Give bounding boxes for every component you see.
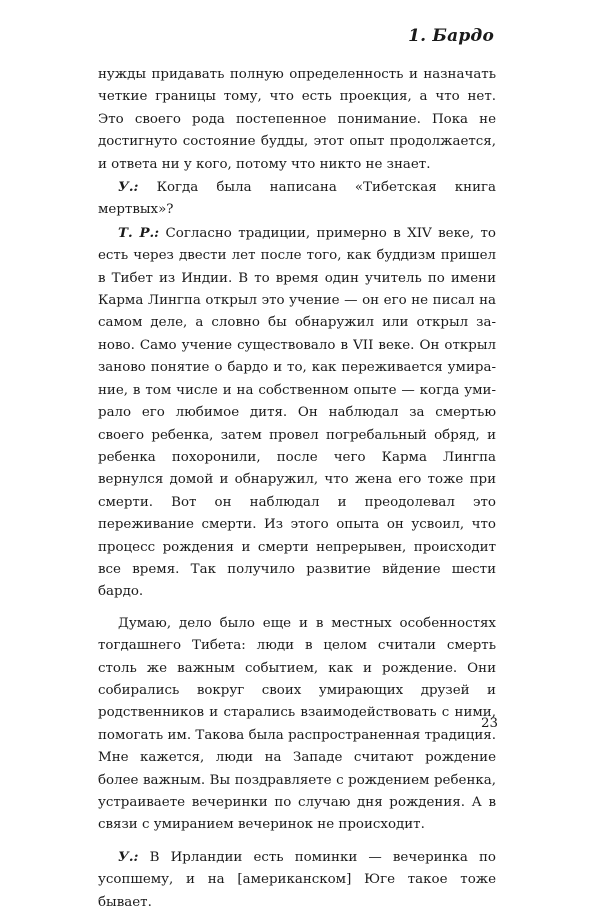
paragraph-text: В Ирландии есть поминки — вечеринка по усопшему, и на [американском] Юге такое тоже бывает.: [98, 849, 496, 910]
body-text: [98, 64, 496, 914]
paragraph-text: Когда была написана «Тибетская книга мертвых»?: [98, 180, 496, 218]
paragraph: [98, 222, 496, 604]
speaker-label: Т. Р.:: [118, 224, 160, 241]
speaker-label: У.:: [118, 848, 139, 865]
running-title: 1. Бардо: [408, 26, 494, 46]
paragraph: [98, 846, 496, 914]
speaker-label: У.:: [118, 179, 139, 196]
page-number: 23: [480, 716, 498, 731]
paragraph: [98, 176, 496, 222]
paragraph: [98, 613, 496, 837]
paragraph-text: Думаю, дело было еще и в местных особенностях тогдашнего Тибета: люди в целом считали смерть столь же важным событием, как и рождение. Они собирались вокруг своих умирающих друзей и родственников и старались взаимодействовать с ними, помогать им. Такова была распространенная традиция. Мне кажется, люди на Западе считают рождение более важным. Вы поздравляете с рождением ребенка, устраиваете вечеринки по случаю дня рождения. А в связи с умиранием вечеринок не происходит.: [98, 615, 496, 833]
paragraph-text: Согласно традиции, примерно в XIV веке, то есть через двести лет после того, как буддизм пришел в Тибет из Индии. В то время один учитель по имени Карма Лингпа открыл это учение — он его не писал на самом деле, а словно бы обнаружил или открыл заново. Само учение существовало в VII веке. Он открыл заново понятие о бардо и то, как переживается умирание, в том числе и на собственном опыте — когда умирало его любимое дитя. Он наблюдал за смертью своего ребенка, затем провел погребальный обряд, и ребенка похоронили, после чего Карма Лингпа вернулся домой и обнаружил, что жена его тоже при смерти. Вот он наблюдал и преодолевал это переживание смерти. Из этого опыта он усвоил, что процесс рождения и смерти непрерывен, происходит все время. Так получило развитие вйдение шести бардо.: [98, 225, 496, 600]
paragraph-text: нужды придавать полную определенность и назначать четкие границы тому, что есть проекция, а что нет. Это своего рода постепенное понимание. Пока не достигнуто состояние будды, этот опыт продолжается, и ответа ни у кого, потому что никто не знает.: [98, 67, 496, 172]
paragraph: [98, 64, 496, 176]
